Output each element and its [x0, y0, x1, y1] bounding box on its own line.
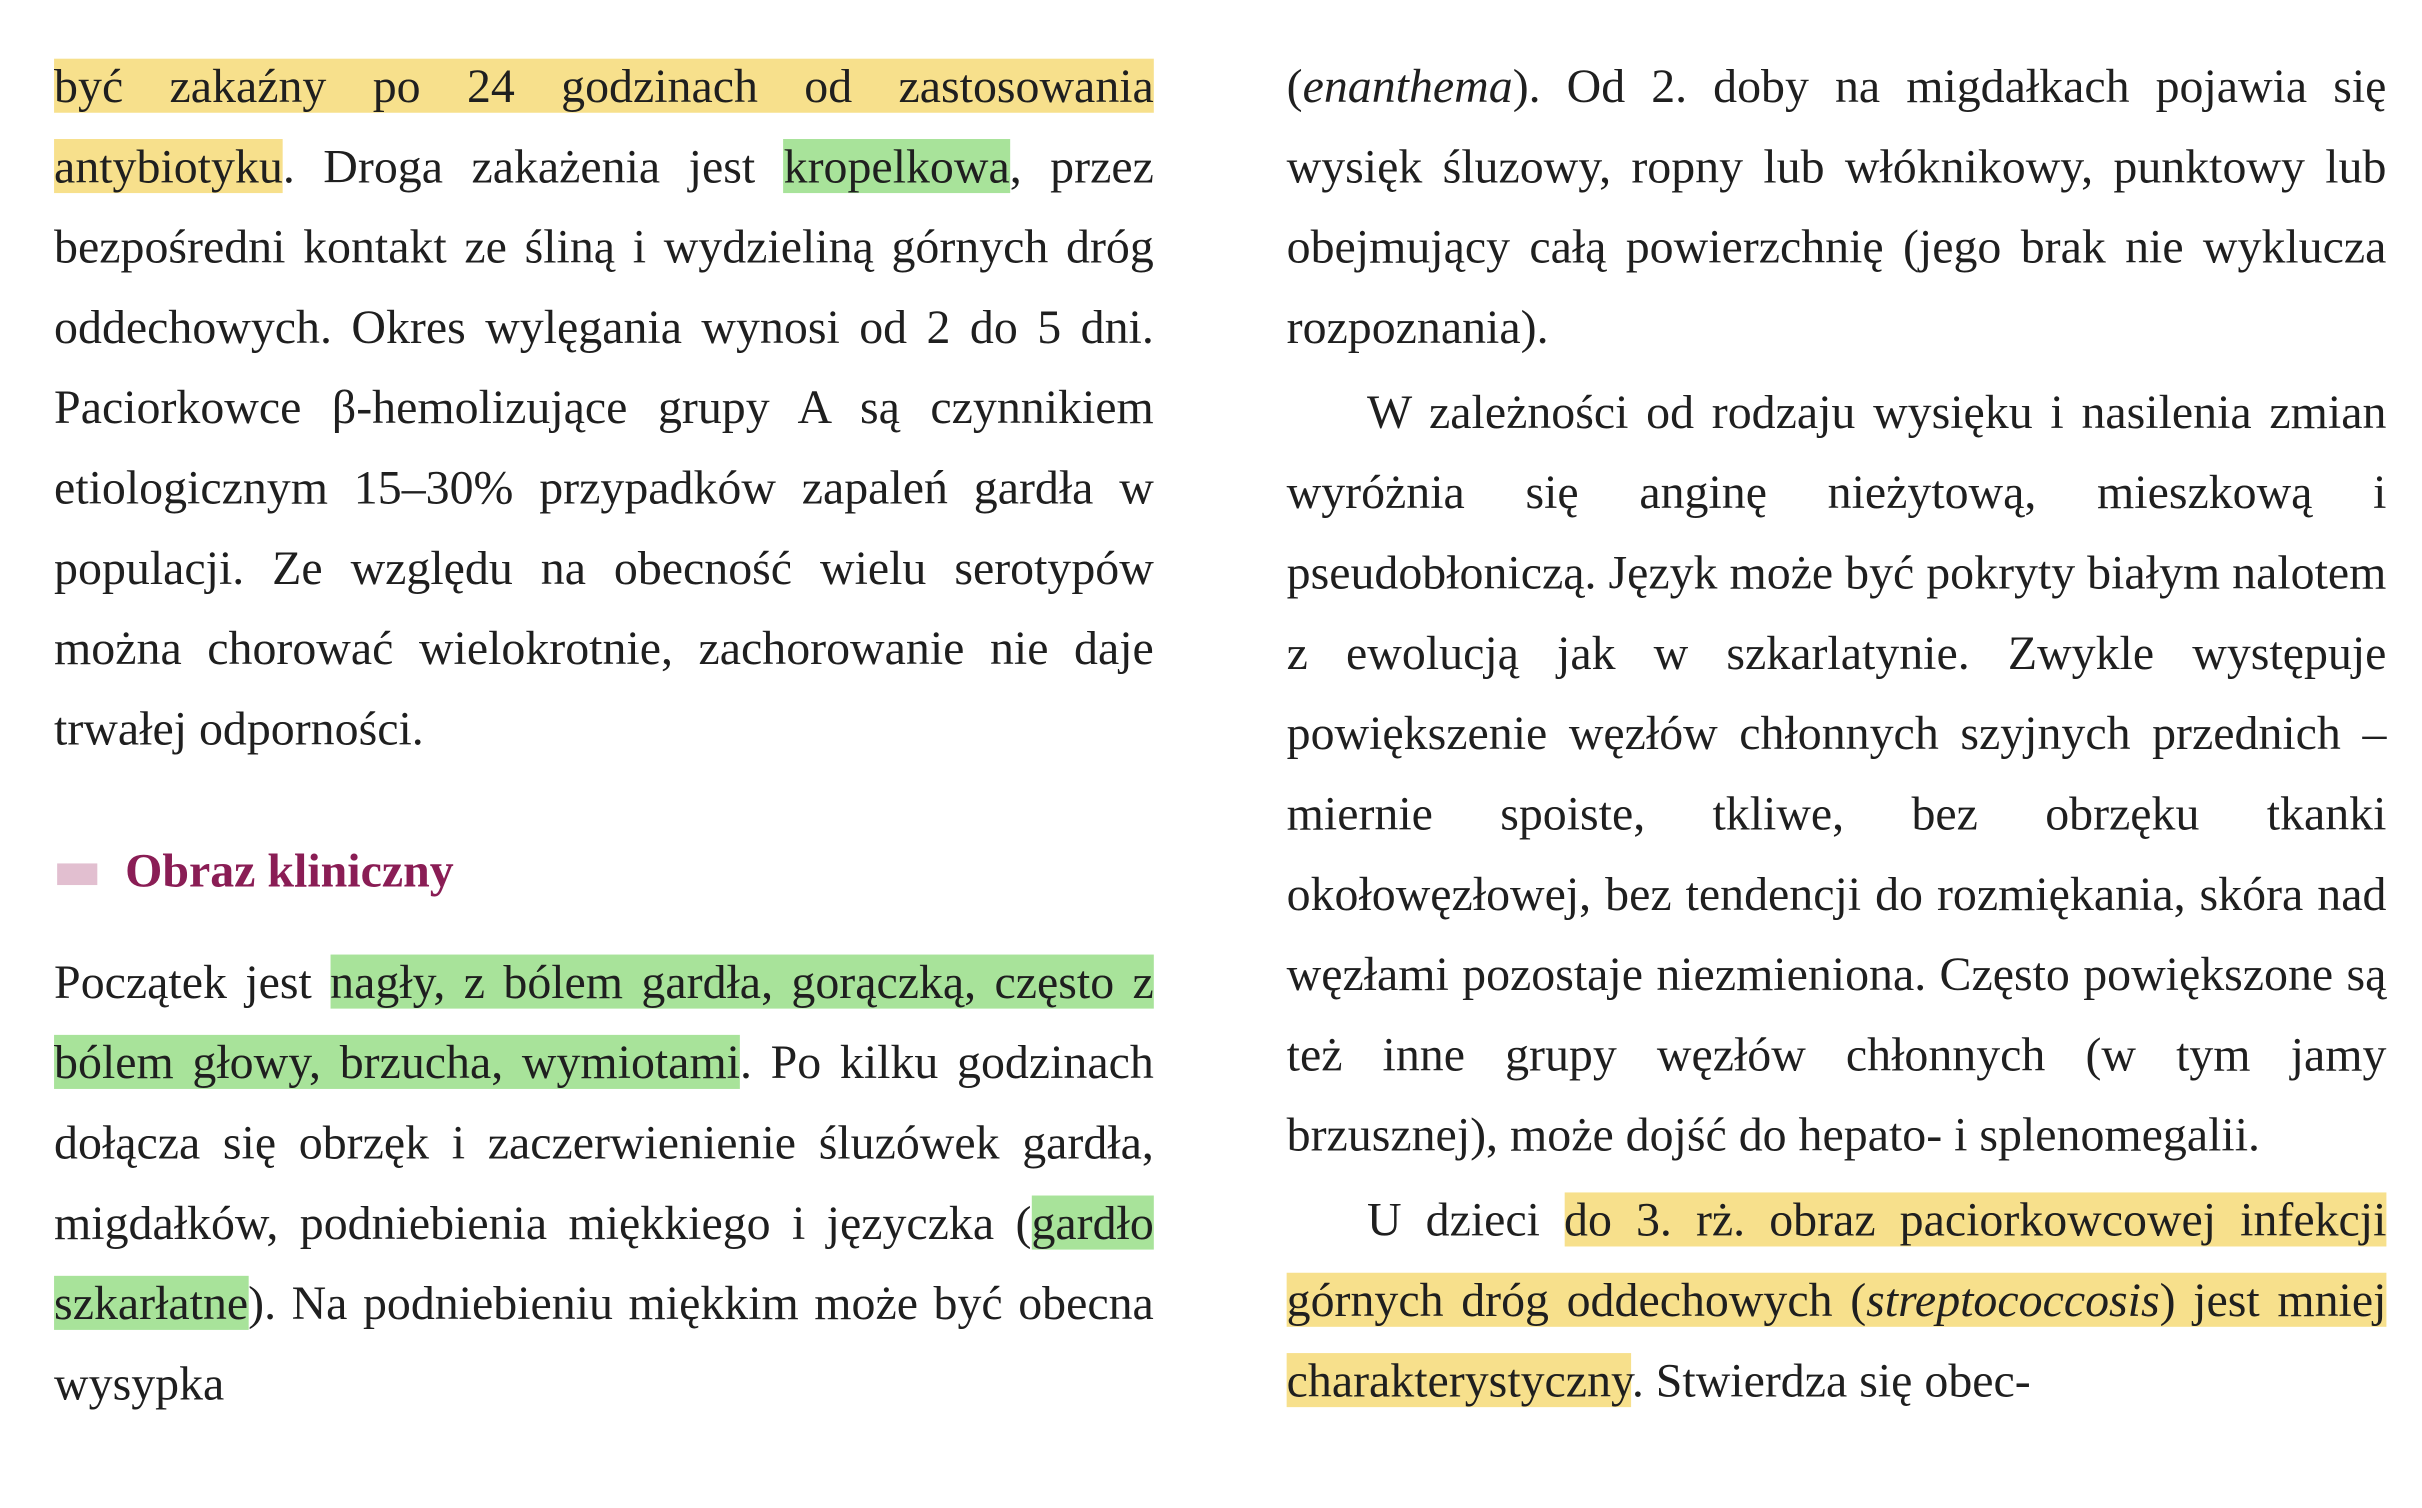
text-run: . Droga zakażenia jest [282, 139, 784, 194]
text-run: . Po kilku godzinach dołącza się obrzęk i zaczerwienienie śluzówek gardła, migdałków, podniebienia miękkiego i języczka ( [54, 1034, 1154, 1250]
text-run: ). Od 2. doby na migdałkach pojawia się wysięk śluzowy, ropny lub włóknikowy, punktowy lub obejmujący całą powierzchnię (jego brak nie wyklucza rozpoznania). [1286, 58, 2387, 354]
heading-bullet-icon [57, 863, 97, 885]
italic-term: streptococcosis [1866, 1272, 2160, 1327]
left-column [54, 46, 1154, 1424]
paragraph-transmission [54, 46, 1154, 769]
highlight-yellow: być zakaźny po 24 godzinach od zastosowania antybiotyku [54, 58, 1154, 194]
text-run: . Stwierdza się obec- [1631, 1353, 2031, 1408]
italic-term: enanthema [1302, 58, 1513, 113]
text-run: Początek jest [54, 954, 331, 1009]
paragraph-exudate [1287, 46, 2387, 367]
text-run: U dzieci [1366, 1192, 1565, 1247]
text-run: , przez bezpośredni kontakt ze śliną i wydzieliną górnych dróg oddechowych. Okres wylęgania wynosi od 2 do 5 dni. Paciorkowce β-hemolizujące grupy A są czynnikiem etiologicznym 15–30% przypadków zapaleń gardła w populacji. Ze względu na obecność wielu serotypów można chorować wielokrotnie, zachorowanie nie daje trwałej odporności. [54, 139, 1154, 756]
highlight-green: gardło szkarłatne [54, 1195, 1154, 1330]
paragraph-angina-types: W zależności od rodzaju wysięku i nasilenia zmian wyróżnia się anginę nieżytową, mieszkową i pseudobłoniczą. Język może być pokryty białym nalotem z ewolucją jak w szkarlatynie. Zwykle występuje powiększenie węzłów chłonnych szyjnych przednich – miernie spoiste, tkliwe, bez obrzęku tkanki okołowęzłowej, bez tendencji do rozmiękania, skóra nad węzłami pozostaje niezmieniona. Często powiększone są też inne grupy węzłów chłonnych (w tym jamy brzusznej), może dojść do hepato- i splenomegalii. [1286, 384, 2387, 1162]
text-run: ). Na podniebieniu miękkim może być obecna wysypka [54, 1275, 1154, 1411]
text-run: ) jest mniej charakterystyczny [1286, 1272, 2387, 1408]
text-run: ( [1286, 58, 1303, 113]
right-column [1287, 46, 2387, 1421]
highlight-green: nagły, z bólem gardła, gorączką, często z bólem głowy, brzucha, wymiotami [54, 954, 1154, 1089]
highlight-green: kropelkowa [783, 139, 1010, 194]
section-heading-text: Obraz kliniczny [125, 843, 454, 898]
paragraph-clinical-onset [54, 942, 1154, 1424]
text-run: do 3. rż. obraz paciorkowcowej infekcji górnych dróg oddechowych ( [1286, 1192, 2387, 1327]
paragraph-children [1287, 1180, 2387, 1421]
section-heading [54, 831, 1154, 911]
